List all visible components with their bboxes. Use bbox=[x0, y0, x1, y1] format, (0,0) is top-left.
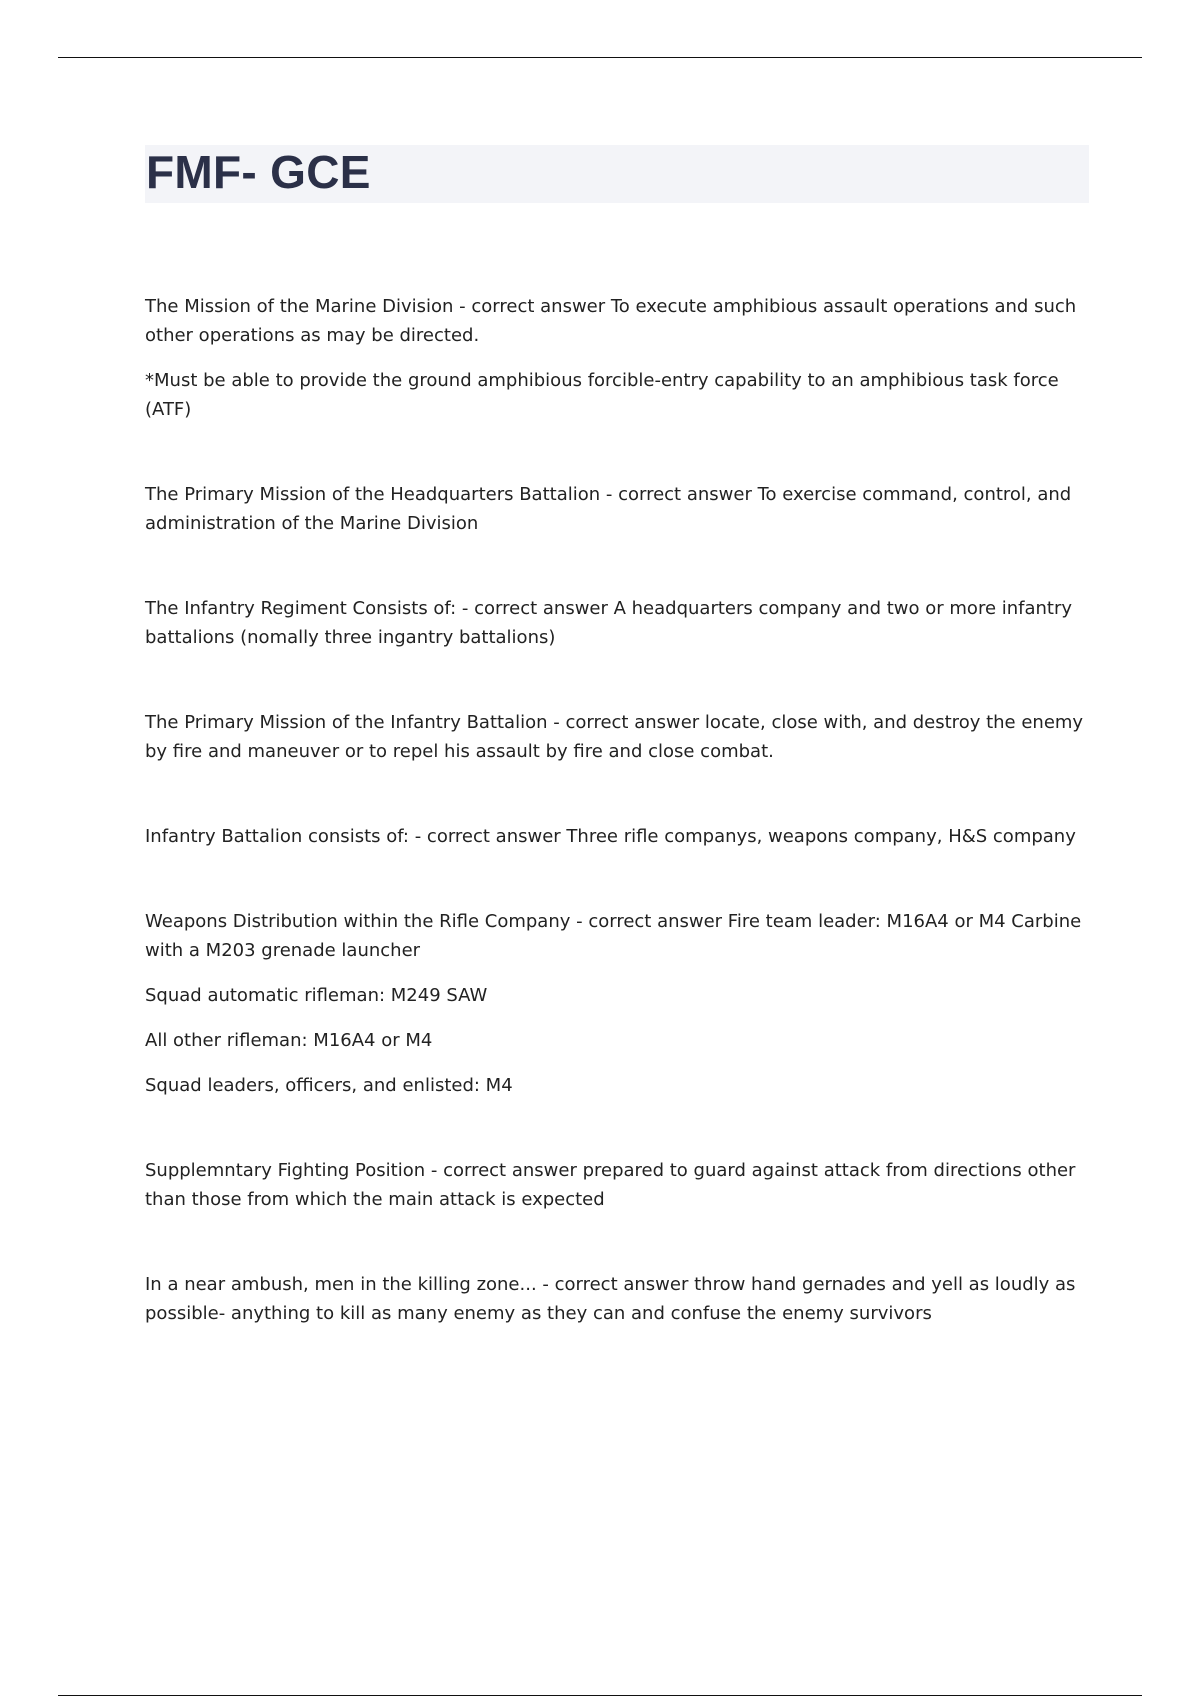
qa-paragraph: Infantry Battalion consists of: - correct answer Three rifle companys, weapons company, H&S company bbox=[145, 826, 1076, 847]
qa-detail: Squad automatic rifleman: M249 SAW bbox=[145, 985, 488, 1006]
qa-item bbox=[145, 708, 1095, 766]
bottom-rule bbox=[58, 1695, 1142, 1696]
qa-paragraph: The Infantry Regiment Consists of: - correct answer A headquarters company and two or more infantry battalions (nomally three ingantry battalions) bbox=[145, 598, 1073, 648]
qa-item bbox=[145, 1156, 1095, 1214]
qa-item bbox=[145, 480, 1095, 538]
qa-detail: Squad leaders, officers, and enlisted: M4 bbox=[145, 1075, 513, 1096]
top-rule bbox=[58, 57, 1142, 58]
qa-list bbox=[145, 292, 1095, 1384]
qa-detail: All other rifleman: M16A4 or M4 bbox=[145, 1030, 433, 1051]
qa-paragraph: Supplemntary Fighting Position - correct answer prepared to guard against attack from directions other than those from which the main attack is expected bbox=[145, 1160, 1076, 1210]
qa-paragraph: In a near ambush, men in the killing zone... - correct answer throw hand gernades and yell as loudly as possible- anything to kill as many enemy as they can and confuse the enemy survivors bbox=[145, 1274, 1076, 1324]
page-title: FMF- GCE bbox=[146, 146, 371, 198]
qa-item bbox=[145, 822, 1095, 851]
qa-item bbox=[145, 292, 1095, 424]
qa-paragraph: Weapons Distribution within the Rifle Company - correct answer Fire team leader: M16A4 or M4 Carbine with a M203 grenade launcher bbox=[145, 911, 1082, 961]
qa-item bbox=[145, 907, 1095, 1100]
qa-item bbox=[145, 1270, 1095, 1328]
qa-paragraph: The Primary Mission of the Infantry Battalion - correct answer locate, close with, and destroy the enemy by fire and maneuver or to repel his assault by fire and close combat. bbox=[145, 712, 1084, 762]
qa-paragraph: The Mission of the Marine Division - correct answer To execute amphibious assault operations and such other operations as may be directed. bbox=[145, 296, 1077, 346]
qa-item bbox=[145, 594, 1095, 652]
qa-note: *Must be able to provide the ground amphibious forcible-entry capability to an amphibious task force (ATF) bbox=[145, 370, 1059, 420]
qa-paragraph: The Primary Mission of the Headquarters Battalion - correct answer To exercise command, control, and administration of the Marine Division bbox=[145, 484, 1072, 534]
